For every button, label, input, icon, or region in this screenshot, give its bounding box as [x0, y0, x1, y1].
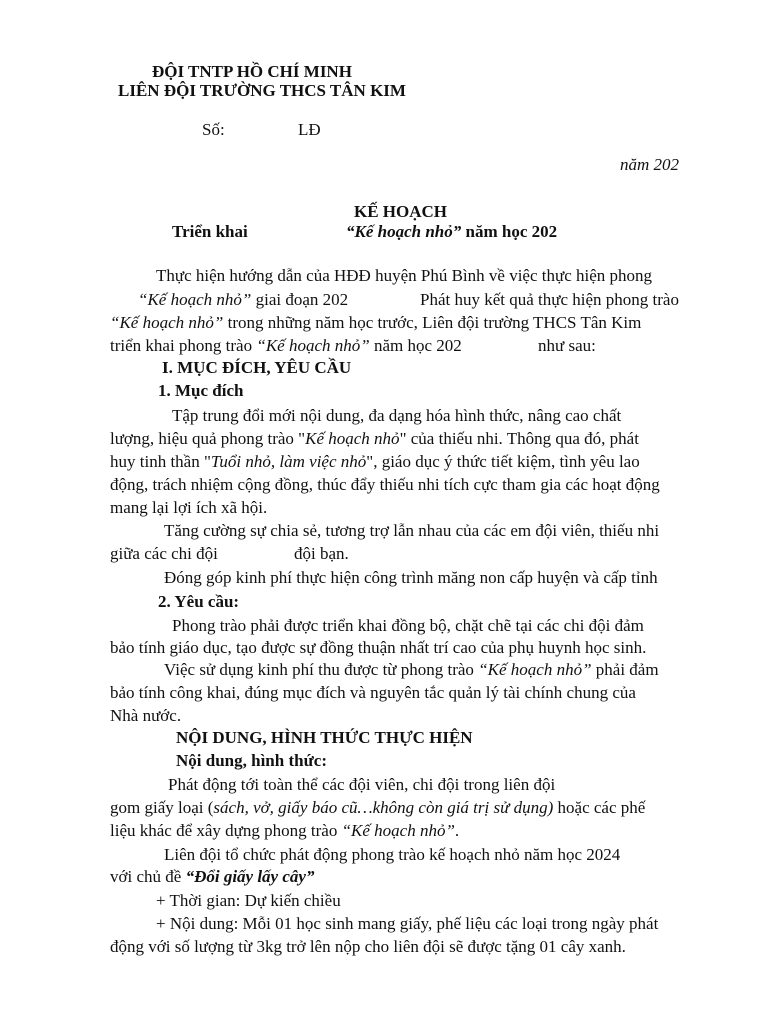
requirement-line-5: Nhà nước.: [110, 706, 182, 725]
content-line-3: liệu khác để xây dựng phong trào “Kế hoạch nhỏ”.: [110, 821, 460, 840]
org-line-2: LIÊN ĐỘI TRƯỜNG THCS TÂN KIM: [118, 81, 406, 100]
document-subtitle-prefix: Triển khai: [172, 222, 248, 241]
content-line-5: với chủ đề “Đổi giấy lấy cây”: [110, 867, 315, 886]
document-number-label: Số:: [202, 120, 225, 139]
document-number-suffix: LĐ: [298, 120, 321, 139]
section-2-heading: NỘI DUNG, HÌNH THỨC THỰC HIỆN: [176, 728, 473, 747]
activity-line-2: động với số lượng từ 3kg trở lên nộp cho liên đội sẽ được tặng 01 cây xanh.: [110, 937, 626, 956]
purpose-line-8: Đóng góp kinh phí thực hiện công trình măng non cấp huyện và cấp tỉnh: [164, 568, 658, 587]
document-date: năm 202: [620, 155, 680, 174]
content-line-4: Liên đội tổ chức phát động phong trào kế hoạch nhỏ năm học 2024: [164, 845, 621, 864]
section-1-sub-1: 1. Mục đích: [158, 381, 244, 400]
intro-line-2b: Phát huy kết quả thực hiện phong trào: [420, 290, 679, 309]
content-line-2: gom giấy loại (sách, vở, giấy báo cũ…không còn giá trị sử dụng) hoặc các phế: [110, 798, 646, 817]
time-line: + Thời gian: Dự kiến chiều: [156, 891, 341, 910]
requirement-line-3: Việc sử dụng kinh phí thu được từ phong trào “Kế hoạch nhỏ” phải đảm: [164, 660, 659, 679]
purpose-line-2: lượng, hiệu quả phong trào "Kế hoạch nhỏ" của thiếu nhi. Thông qua đó, phát: [110, 429, 639, 448]
document-title: KẾ HOẠCH: [354, 202, 448, 221]
purpose-line-5: mang lại lợi ích xã hội.: [110, 498, 268, 517]
section-1-heading: I. MỤC ĐÍCH, YÊU CẦU: [162, 358, 352, 377]
intro-line-1: Thực hiện hướng dẫn của HĐĐ huyện Phú Bình về việc thực hiện phong: [156, 266, 653, 285]
intro-line-4-end: như sau:: [538, 336, 596, 355]
purpose-line-1: Tập trung đổi mới nội dung, đa dạng hóa hình thức, nâng cao chất: [172, 406, 622, 425]
purpose-line-7b: đội bạn.: [294, 544, 349, 563]
purpose-line-7a: giữa các chi đội: [110, 544, 218, 563]
content-line-1: Phát động tới toàn thể các đội viên, chi đội trong liên đội: [168, 775, 556, 794]
requirement-line-4: bảo tính công khai, đúng mục đích và nguyên tắc quản lý tài chính chung của: [110, 683, 636, 702]
section-2-sub: Nội dung, hình thức:: [176, 751, 327, 770]
section-1-sub-2: 2. Yêu cầu:: [158, 592, 240, 611]
intro-line-2: “Kế hoạch nhỏ” giai đoạn 202: [138, 290, 349, 309]
intro-line-4: triển khai phong trào “Kế hoạch nhỏ” năm học 202: [110, 336, 462, 355]
purpose-line-3: huy tinh thần "Tuổi nhỏ, làm việc nhỏ", giáo dục ý thức tiết kiệm, tình yêu lao: [110, 452, 640, 471]
requirement-line-1: Phong trào phải được triển khai đồng bộ, chặt chẽ tại các chi đội đảm: [172, 616, 644, 635]
document-subtitle: “Kế hoạch nhỏ” năm học 202: [346, 222, 558, 241]
requirement-line-2: bảo tính giáo dục, tạo được sự đồng thuận nhất trí cao của phụ huynh học sinh.: [110, 638, 647, 657]
intro-line-3: “Kế hoạch nhỏ” trong những năm học trước, Liên đội trường THCS Tân Kim: [110, 313, 642, 332]
purpose-line-6: Tăng cường sự chia sẻ, tương trợ lẫn nhau của các em đội viên, thiếu nhi: [164, 521, 660, 540]
org-line-1: ĐỘI TNTP HỒ CHÍ MINH: [152, 62, 352, 81]
purpose-line-4: động, trách nhiệm cộng đồng, thúc đẩy thiếu nhi tích cực tham gia các hoạt động: [110, 475, 660, 494]
activity-line-1: + Nội dung: Mỗi 01 học sinh mang giấy, phế liệu các loại trong ngày phát: [156, 914, 659, 933]
